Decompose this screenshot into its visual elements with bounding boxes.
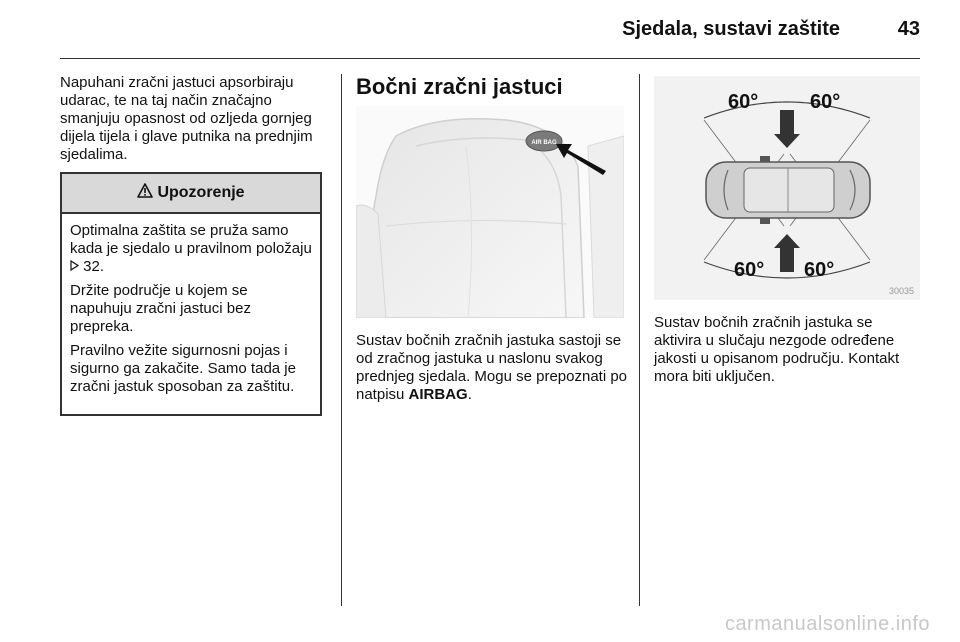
header-rule bbox=[60, 58, 920, 59]
seat-airbag-label: AIR BAG bbox=[531, 140, 557, 146]
seat-figure-caption bbox=[356, 332, 628, 404]
warning-paragraph-1-text: Optimalna zaštita se pruža samo kada je sjedalo u pravilnom položaju bbox=[70, 222, 312, 257]
page-reference-arrow-icon bbox=[70, 258, 79, 276]
angle-bottom-left: 60° bbox=[734, 259, 765, 281]
warning-paragraph-2: Držite područje u kojem se napuhuju zračni jastuci bez prepreka. bbox=[70, 282, 251, 335]
page-reference[interactable]: 32. bbox=[83, 258, 105, 275]
angle-bottom-right: 60° bbox=[804, 259, 835, 281]
column-divider-2 bbox=[639, 74, 640, 606]
page-header-title: Sjedala, sustavi zaštite bbox=[622, 18, 840, 40]
warning-paragraph-3: Pravilno vežite sigurnosni pojas i sigurno ga zakačite. Samo tada je zračni jastuk sposoban za zaštitu. bbox=[70, 342, 296, 395]
angle-top-right: 60° bbox=[810, 91, 841, 113]
seat-airbag-figure bbox=[356, 106, 624, 318]
car-top-view-icon bbox=[706, 156, 870, 224]
deployment-zone-figure bbox=[654, 76, 920, 300]
warning-title: Upozorenje bbox=[157, 184, 245, 201]
caption-text: Sustav bočnih zračnih jastuka sastoji se od zračnog jastuka u naslonu svakog prednjeg sjedala. Mogu se prepoznati po natpisu bbox=[356, 332, 628, 403]
watermark: carmanualsonline.info bbox=[724, 613, 930, 635]
intro-paragraph: Napuhani zračni jastuci apsorbiraju udarac, te na taj način značajno smanjuju opasnost od ozljeda gornjeg dijela tijela i glave putnika na prednjim sjedalima. bbox=[60, 74, 313, 163]
column-divider-1 bbox=[341, 74, 342, 606]
warning-paragraph-1 bbox=[70, 222, 312, 276]
warning-body bbox=[62, 214, 320, 396]
page-number: 43 bbox=[897, 18, 920, 40]
figure-code: 30035 bbox=[888, 286, 914, 296]
deployment-figure-caption: Sustav bočnih zračnih jastuka se aktivira u slučaju nezgode određene jakosti u opisanom području. Kontakt mora biti uključen. bbox=[654, 314, 900, 385]
warning-header bbox=[62, 174, 320, 214]
warning-box bbox=[60, 172, 322, 416]
angle-top-left: 60° bbox=[728, 91, 759, 113]
warning-triangle-icon bbox=[137, 183, 153, 203]
caption-end: . bbox=[467, 386, 472, 403]
section-heading: Bočni zračni jastuci bbox=[356, 74, 563, 99]
caption-airbag-word: AIRBAG bbox=[408, 386, 468, 403]
